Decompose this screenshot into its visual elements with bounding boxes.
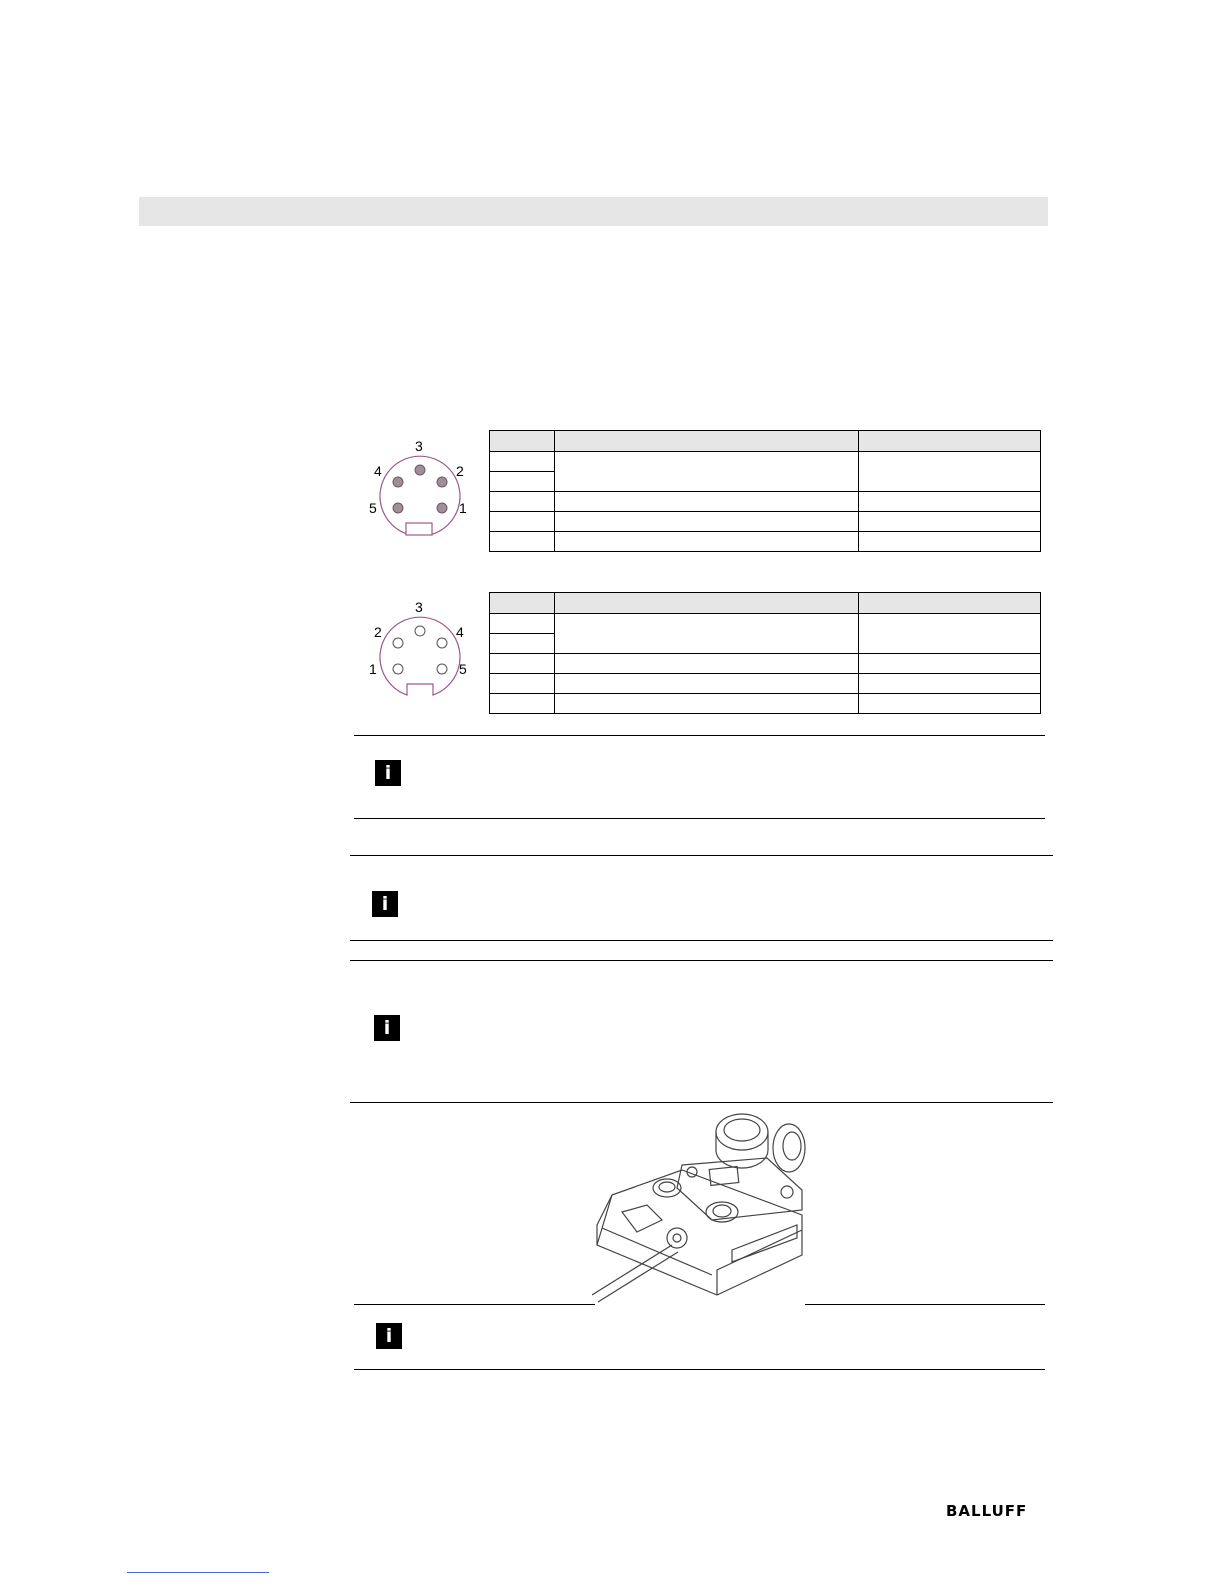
table-cell <box>490 674 555 694</box>
table-cell <box>859 614 1041 654</box>
note-divider <box>805 1304 1045 1305</box>
pin-assignment-table-female <box>489 592 1041 714</box>
table-header-row <box>490 431 1041 452</box>
table-cell <box>490 472 555 492</box>
note-divider <box>354 818 1045 819</box>
table-row <box>490 674 1041 694</box>
section-header-bar <box>139 197 1048 226</box>
table-cell <box>555 694 859 714</box>
table-header-cell <box>490 431 555 452</box>
table-cell <box>490 614 555 634</box>
table-cell <box>859 674 1041 694</box>
note-divider <box>350 940 1053 941</box>
note-divider <box>354 1304 595 1305</box>
table-row <box>490 492 1041 512</box>
table-header-cell <box>859 431 1041 452</box>
table-cell <box>490 512 555 532</box>
table-cell <box>859 452 1041 492</box>
connector-pinout-diagram-female <box>365 598 477 704</box>
connector-pinout-diagram-male <box>365 437 477 543</box>
table-header-row <box>490 593 1041 614</box>
table-header-cell <box>490 593 555 614</box>
table-cell <box>490 532 555 552</box>
table-cell <box>555 614 859 654</box>
table-cell <box>859 512 1041 532</box>
pin-label: 1 <box>459 500 467 516</box>
pin-label: 1 <box>369 661 377 677</box>
balluff-logo: BALLUFF <box>946 1502 1028 1520</box>
table-row <box>490 452 1041 472</box>
table-cell <box>859 694 1041 714</box>
table-row <box>490 532 1041 552</box>
table-cell <box>490 452 555 472</box>
pin-label: 4 <box>456 624 464 640</box>
table-cell <box>490 634 555 654</box>
pin-label: 2 <box>456 463 464 479</box>
info-icon: i <box>372 891 398 917</box>
note-divider <box>350 1102 1053 1103</box>
table-cell <box>555 654 859 674</box>
note-divider <box>350 960 1053 961</box>
pin-assignment-table-male <box>489 430 1041 552</box>
table-header-cell <box>555 431 859 452</box>
table-cell <box>490 654 555 674</box>
info-icon: i <box>374 1015 400 1041</box>
table-row <box>490 654 1041 674</box>
table-cell <box>555 674 859 694</box>
pin-label: 4 <box>374 463 382 479</box>
table-cell <box>859 654 1041 674</box>
table-cell <box>490 694 555 714</box>
pin-label: 3 <box>415 599 423 615</box>
table-cell <box>555 512 859 532</box>
table-header-cell <box>859 593 1041 614</box>
info-icon: i <box>375 760 401 786</box>
info-icon: i <box>376 1323 402 1349</box>
table-row <box>490 512 1041 532</box>
table-header-cell <box>555 593 859 614</box>
table-cell <box>859 532 1041 552</box>
pin-label: 5 <box>369 500 377 516</box>
footer-link[interactable] <box>127 1572 269 1573</box>
note-divider <box>354 1369 1045 1370</box>
pin-label: 3 <box>415 438 423 454</box>
note-divider <box>354 735 1045 736</box>
table-cell <box>859 492 1041 512</box>
pin-label: 2 <box>374 624 382 640</box>
note-divider <box>350 855 1053 856</box>
table-row <box>490 614 1041 634</box>
pin-label: 5 <box>459 661 467 677</box>
table-cell <box>555 452 859 492</box>
table-row <box>490 694 1041 714</box>
table-cell <box>555 492 859 512</box>
module-grounding-illustration <box>592 1110 807 1310</box>
table-cell <box>490 492 555 512</box>
table-cell <box>555 532 859 552</box>
